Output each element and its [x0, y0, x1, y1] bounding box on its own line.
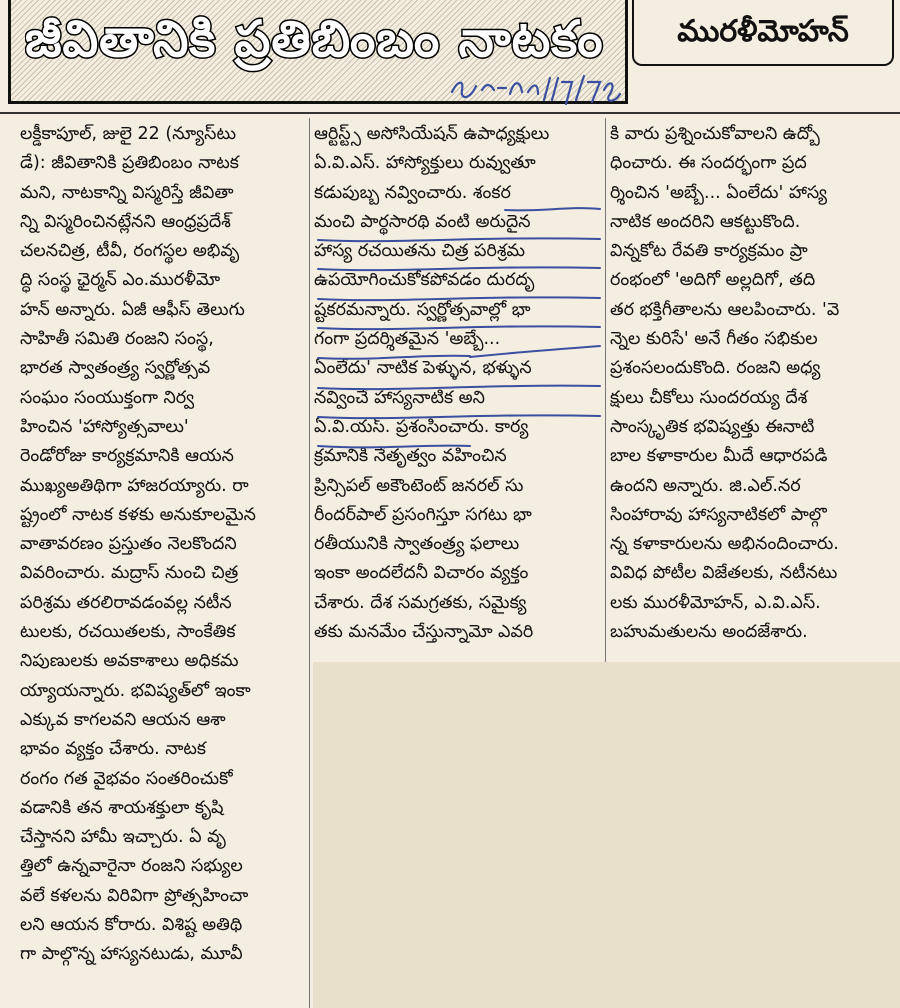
article-line: తర భక్తిగీతాలను ఆలపించారు. 'వె	[610, 299, 840, 320]
article-line: ష్ట్రంలో నాటక కళకు అనుకూలమైన	[20, 504, 256, 525]
article-line: రతీయునికి స్వాతంత్ర్య ఫలాలు	[314, 534, 520, 555]
article-line: మంచి పార్థసారథి వంటి అరుదైన	[314, 211, 531, 232]
article-line: ఆర్టిస్ట్స్ అసోసియేషన్ ఉపాధ్యక్షులు	[314, 124, 550, 144]
article-line: బహుమతులను అందజేశారు.	[610, 622, 808, 643]
article-line: వలే కళలను విరివిగా ప్రోత్సహించా	[20, 885, 249, 906]
article-line: న్నెల కురిసే' అనే గీతం సభికుల	[610, 329, 818, 350]
byline: మురళీమోహన్	[677, 14, 849, 49]
article-line: ఇంకా అందలేదనీ విచారం వ్యక్తం	[314, 563, 529, 584]
article-line: వివిధ పోటీల విజేతలకు, నటీనటు	[610, 563, 838, 584]
article-line: ప్రశంసలందుకొంది. రంజని అధ్య	[610, 358, 821, 379]
article-line: వడానికి తన శాయశక్తులా కృషి	[20, 797, 224, 818]
article-line: మని, నాటకాన్ని విస్మరిస్తే జీవితా	[20, 182, 234, 203]
article-line: నిపుణులకు అవకాశాలు అధికమ	[20, 651, 239, 672]
article-line: న్ని విస్మరించినట్లేనని ఆంధ్రప్రదేశ్	[20, 211, 231, 232]
article-line: ముఖ్యఅతిథిగా హాజరయ్యారు. రా	[20, 475, 249, 496]
article-line: య్యాయన్నారు. భవిష్యత్‌లో ఇంకా	[20, 680, 251, 701]
article-line: న్న కళాకారులను అభినందించారు.	[610, 534, 839, 555]
article-line: ఎక్కువ కాగలవని ఆయన ఆశా	[20, 709, 226, 730]
article-line: చేశారు. దేశ సమగ్రతకు, సమైక్య	[314, 592, 527, 613]
article-line: లని ఆయన కోరారు. విశిష్ట అతిథి	[20, 915, 243, 936]
article-line: తకు మనమేం చేస్తున్నామో ఎవరి	[314, 622, 534, 643]
article-line: రీందర్‌పాల్ ప్రసంగిస్తూ సగటు భా	[314, 504, 532, 525]
article-line: ఏ.వి.ఎస్. హాస్యోక్తులు రువ్వుతూ	[314, 153, 536, 174]
handwritten-date-note	[448, 70, 628, 110]
article-line: ప్రిన్సిపల్ అకౌంటెంట్ జనరల్ సు	[314, 475, 524, 496]
article-line: హన్ అన్నారు. ఏజీ ఆఫీస్ తెలుగు	[20, 299, 245, 320]
byline-box	[632, 0, 894, 66]
article-line: నవ్వించే హాస్యనాటిక అని	[314, 387, 485, 408]
article-line: కడుపుబ్బ నవ్వించారు. శంకర	[314, 182, 511, 203]
article-line: రెండోరోజు కార్యక్రమానికి ఆయన	[20, 446, 234, 467]
article-column-2	[314, 120, 604, 660]
article-line: ఉపయోగించుకోకపోవడం దురదృ	[314, 270, 535, 291]
article-line: సంఘం సంయుక్తంగా నిర్వ	[20, 387, 195, 408]
column-separator	[605, 118, 606, 662]
article-line: విన్నకోట రేవతి కార్యక్రమం ప్రా	[610, 241, 808, 262]
article-column-3	[610, 120, 894, 660]
article-line: బాల కళాకారుల మీదే ఆధారపడి	[610, 446, 828, 467]
article-line: లకు మురళీమోహన్, ఎ.వి.ఎస్.	[610, 592, 821, 613]
article-line: భారత స్వాతంత్ర్య స్వర్ణోత్సవ	[20, 358, 211, 379]
empty-area	[313, 662, 900, 1008]
headline: జీవితానికి ప్రతిబింబం నాటకం	[25, 10, 604, 68]
pen-scribble	[452, 76, 620, 104]
article-line: వివరించారు. మద్రాస్ నుంచి చిత్ర	[20, 563, 239, 584]
article-line: క్రమానికి నేతృత్వం వహించిన	[314, 446, 507, 467]
article-line: క్షులు చీకోలు సుందరయ్య దేశ	[610, 387, 808, 408]
header-rule	[0, 112, 900, 114]
article-line: వాతావరణం ప్రస్తుతం నెలకొందని	[20, 534, 237, 555]
article-line: గా పాల్గొన్న హాస్యనటుడు, మూవీ	[20, 944, 243, 965]
column-separator	[309, 118, 310, 1008]
article-line: సాంస్కృతిక భవిష్యత్తు ఈనాటి	[610, 416, 815, 437]
article-line: చలనచిత్ర, టీవీ, రంగస్థల అభివృ	[20, 241, 240, 262]
article-line: కి వారు ప్రశ్నించుకోవాలని ఉద్బో	[610, 124, 820, 144]
article-line: డే): జీవితానికి ప్రతిబింబం నాటక	[20, 153, 239, 174]
article-line: హించిన 'హాస్యోత్సవాలు'	[20, 416, 189, 437]
article-line: ఏంలేదు' నాటిక పెళ్ళున, భళ్ళున	[314, 358, 532, 379]
article-line: భావం వ్యక్తం చేశారు. నాటక	[20, 739, 207, 760]
article-line: చేస్తానని హామీ ఇచ్చారు. ఏ వృ	[20, 827, 226, 848]
article-line: రంగం గత వైభవం సంతరించుకో	[20, 768, 233, 789]
article-line: గంగా ప్రదర్శితమైన 'అబ్బే...	[314, 329, 501, 350]
article-line: ర్శించిన 'అబ్బే... ఏంలేదు' హాస్య	[610, 182, 827, 203]
article-line: సింహారావు హాస్యనాటికలో పాల్గొ	[610, 504, 827, 525]
article-line: ష్టకరమన్నారు. స్వర్ణోత్సవాల్లో భా	[314, 299, 531, 320]
article-line: హాస్య రచయితను చిత్ర పరిశ్రమ	[314, 241, 525, 262]
article-line: నాటిక అందరిని ఆకట్టుకొంది.	[610, 211, 801, 232]
article-line: పరిశ్రమ తరలిరావడంవల్ల నటీన	[20, 592, 232, 613]
article-line: టులకు, రచయితలకు, సాంకేతిక	[20, 622, 236, 643]
article-line: ఏ.వి.యస్. ప్రశంసించారు. కార్య	[314, 416, 529, 437]
article-line: ఉందని అన్నారు. జి.ఎల్.నర	[610, 475, 801, 496]
article-line: త్తిలో ఉన్నవారైనా రంజని సభ్యుల	[20, 856, 243, 877]
article-line: లక్డీకాపూల్, జులై 22 (న్యూస్‌టు	[20, 124, 237, 144]
article-line: ధించారు. ఈ సందర్భంగా ప్రద	[610, 153, 807, 174]
article-line: సాహితీ సమితి రంజని సంస్థ,	[20, 329, 214, 350]
article-column-1	[20, 120, 310, 1000]
article-line: ద్ధి సంస్థ ఛైర్మన్ ఎం.మురళీమో	[20, 270, 221, 291]
article-line: రంభంలో 'అదిగో అల్లదిగో, తది	[610, 270, 816, 291]
